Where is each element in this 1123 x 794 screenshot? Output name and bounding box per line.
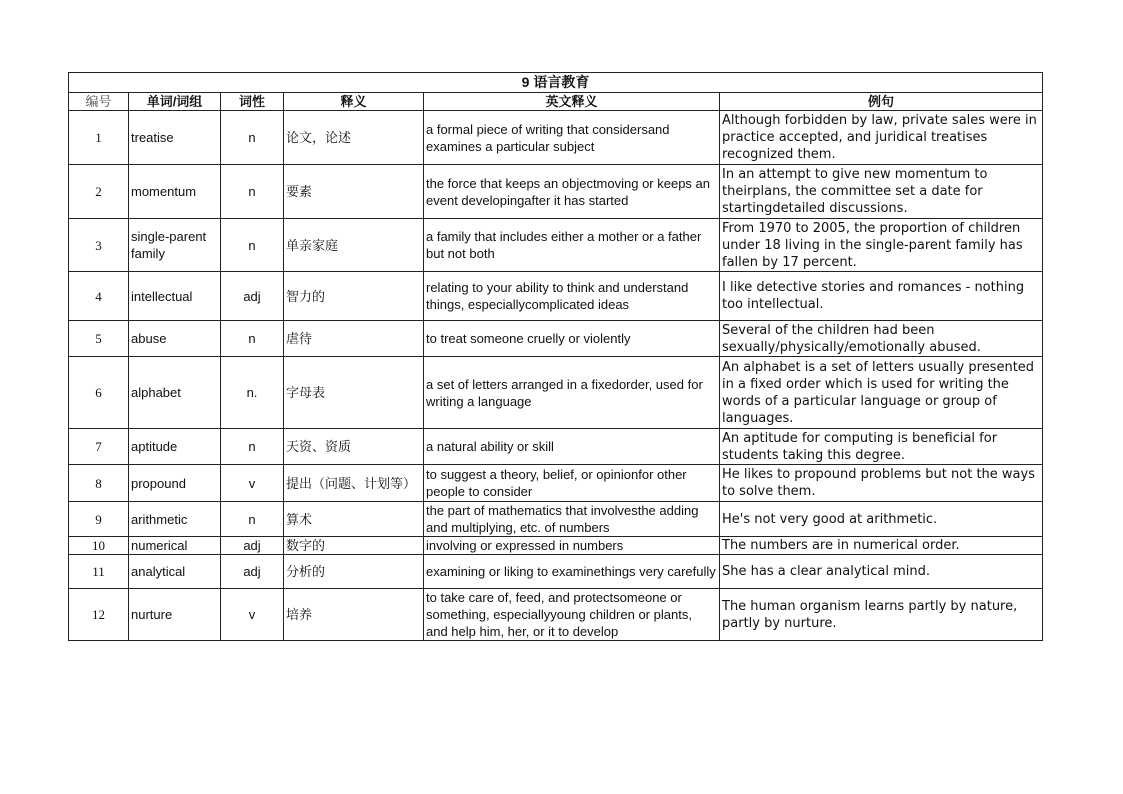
table-row xyxy=(69,357,1043,429)
row-number: 12 xyxy=(69,589,129,641)
example-cell: He's not very good at arithmetic. xyxy=(720,502,1043,537)
pos-cell: n xyxy=(221,165,284,219)
row-number: 9 xyxy=(69,502,129,537)
chinese-cell: 提出（问题、计划等） xyxy=(284,465,424,502)
table-row xyxy=(69,272,1043,321)
table-row xyxy=(69,111,1043,165)
chinese-cell: 分析的 xyxy=(284,555,424,589)
pos-cell: n xyxy=(221,321,284,357)
chinese-cell: 算术 xyxy=(284,502,424,537)
table-row xyxy=(69,465,1043,502)
example-cell: Although forbidden by law, private sales were in practice accepted, and juridical treatises recognized them. xyxy=(720,111,1043,165)
example-cell: An alphabet is a set of letters usually presented in a fixed order which is used for writing the words of a particular language or group of languages. xyxy=(720,357,1043,429)
pos-cell: n. xyxy=(221,357,284,429)
english-definition-cell: a family that includes either a mother or a father but not both xyxy=(424,219,720,272)
example-cell: He likes to propound problems but not the ways to solve them. xyxy=(720,465,1043,502)
row-number: 6 xyxy=(69,357,129,429)
pos-cell: v xyxy=(221,589,284,641)
word-cell: momentum xyxy=(129,165,221,219)
word-cell: aptitude xyxy=(129,429,221,465)
row-number: 3 xyxy=(69,219,129,272)
pos-cell: n xyxy=(221,111,284,165)
english-definition-cell: relating to your ability to think and understand things, especiallycomplicated ideas xyxy=(424,272,720,321)
chinese-cell: 要素 xyxy=(284,165,424,219)
example-cell: She has a clear analytical mind. xyxy=(720,555,1043,589)
word-cell: analytical xyxy=(129,555,221,589)
header-word: 单词/词组 xyxy=(129,93,221,111)
row-number: 1 xyxy=(69,111,129,165)
chinese-cell: 论文，论述 xyxy=(284,111,424,165)
pos-cell: n xyxy=(221,429,284,465)
word-cell: propound xyxy=(129,465,221,502)
row-number: 7 xyxy=(69,429,129,465)
table-row xyxy=(69,502,1043,537)
pos-cell: v xyxy=(221,465,284,502)
word-cell: numerical xyxy=(129,537,221,555)
row-number: 4 xyxy=(69,272,129,321)
table-title: 9 语言教育 xyxy=(69,73,1043,93)
header-index: 编号 xyxy=(69,93,129,111)
chinese-cell: 培养 xyxy=(284,589,424,641)
english-definition-cell: a natural ability or skill xyxy=(424,429,720,465)
english-definition-cell: to treat someone cruelly or violently xyxy=(424,321,720,357)
word-cell: nurture xyxy=(129,589,221,641)
table-row xyxy=(69,555,1043,589)
english-definition-cell: examining or liking to examinethings very carefully xyxy=(424,555,720,589)
row-number: 8 xyxy=(69,465,129,502)
chinese-cell: 虐待 xyxy=(284,321,424,357)
english-definition-cell: to take care of, feed, and protectsomeone or something, especiallyyoung children or plants, and help him, her, or it to develop xyxy=(424,589,720,641)
header-example: 例句 xyxy=(720,93,1043,111)
vocabulary-table xyxy=(68,72,1043,641)
word-cell: treatise xyxy=(129,111,221,165)
pos-cell: n xyxy=(221,219,284,272)
english-definition-cell: the part of mathematics that involvesthe adding and multiplying, etc. of numbers xyxy=(424,502,720,537)
english-definition-cell: involving or expressed in numbers xyxy=(424,537,720,555)
table-row xyxy=(69,219,1043,272)
header-english: 英文释义 xyxy=(424,93,720,111)
word-cell: alphabet xyxy=(129,357,221,429)
english-definition-cell: a formal piece of writing that considersand examines a particular subject xyxy=(424,111,720,165)
chinese-cell: 字母表 xyxy=(284,357,424,429)
word-cell: abuse xyxy=(129,321,221,357)
word-cell: arithmetic xyxy=(129,502,221,537)
pos-cell: adj xyxy=(221,272,284,321)
chinese-cell: 单亲家庭 xyxy=(284,219,424,272)
header-row xyxy=(69,93,1043,111)
english-definition-cell: the force that keeps an objectmoving or keeps an event developingafter it has started xyxy=(424,165,720,219)
english-definition-cell: a set of letters arranged in a fixedorder, used for writing a language xyxy=(424,357,720,429)
word-cell: single-parent family xyxy=(129,219,221,272)
row-number: 5 xyxy=(69,321,129,357)
table-row xyxy=(69,165,1043,219)
word-cell: intellectual xyxy=(129,272,221,321)
example-cell: From 1970 to 2005, the proportion of children under 18 living in the single-parent family has fallen by 17 percent. xyxy=(720,219,1043,272)
example-cell: The human organism learns partly by nature, partly by nurture. xyxy=(720,589,1043,641)
pos-cell: n xyxy=(221,502,284,537)
row-number: 10 xyxy=(69,537,129,555)
table-row xyxy=(69,321,1043,357)
chinese-cell: 天资、资质 xyxy=(284,429,424,465)
row-number: 2 xyxy=(69,165,129,219)
pos-cell: adj xyxy=(221,537,284,555)
example-cell: In an attempt to give new momentum to theirplans, the committee set a date for startingdetailed discussions. xyxy=(720,165,1043,219)
header-pos: 词性 xyxy=(221,93,284,111)
example-cell: The numbers are in numerical order. xyxy=(720,537,1043,555)
header-chinese: 释义 xyxy=(284,93,424,111)
table-row xyxy=(69,429,1043,465)
table-row xyxy=(69,537,1043,555)
chinese-cell: 智力的 xyxy=(284,272,424,321)
row-number: 11 xyxy=(69,555,129,589)
example-cell: Several of the children had been sexually/physically/emotionally abused. xyxy=(720,321,1043,357)
english-definition-cell: to suggest a theory, belief, or opinionfor other people to consider xyxy=(424,465,720,502)
example-cell: I like detective stories and romances - nothing too intellectual. xyxy=(720,272,1043,321)
chinese-cell: 数字的 xyxy=(284,537,424,555)
example-cell: An aptitude for computing is beneficial for students taking this degree. xyxy=(720,429,1043,465)
table-row xyxy=(69,589,1043,641)
pos-cell: adj xyxy=(221,555,284,589)
